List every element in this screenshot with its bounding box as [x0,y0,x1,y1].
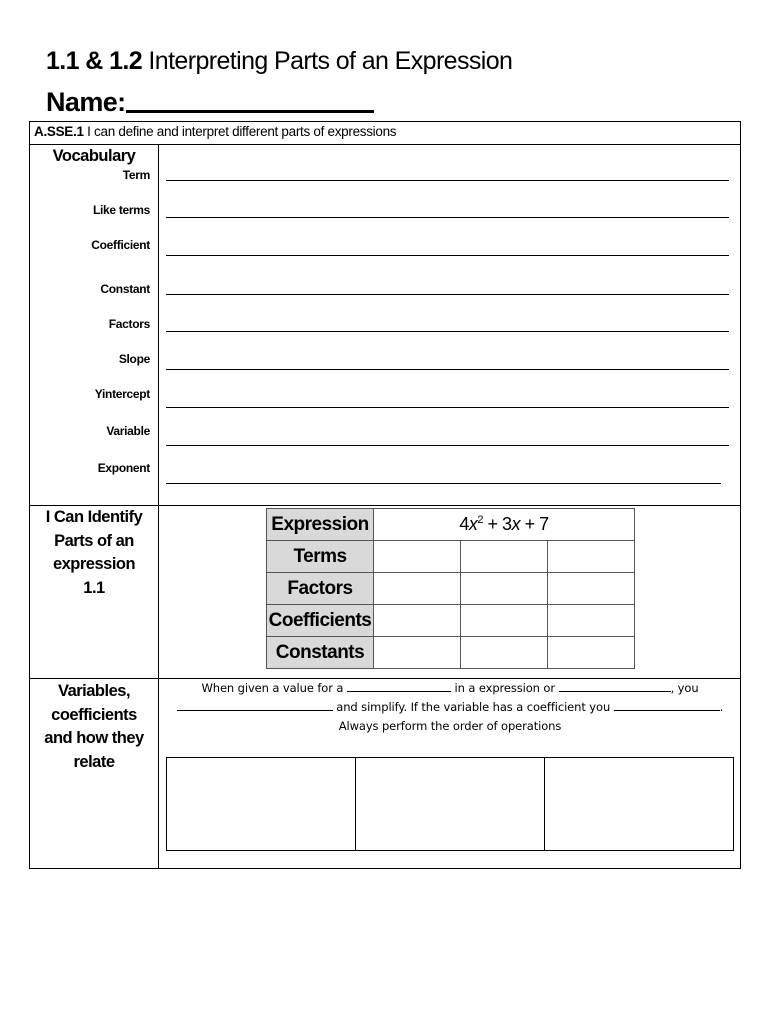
vocab-term-line[interactable] [166,255,729,256]
work-box[interactable] [545,758,733,850]
label-line: I Can Identify [45,508,143,526]
fill-blank[interactable] [177,699,333,711]
table-row [267,509,635,541]
work-box[interactable] [167,758,356,850]
standard-code: A.SSE.1 [34,124,84,139]
work-box[interactable] [356,758,545,850]
para-text: Always perform the order of operations [338,719,562,733]
label-line: 1.1 [83,578,105,597]
expr-part: x [468,514,478,534]
para-text: , you [670,681,699,695]
vocabulary-heading: Vocabulary [52,147,136,165]
vocab-term-label: Slope [118,352,150,366]
name-label: Name: [46,87,126,117]
answer-cell[interactable] [548,605,635,637]
label-line: Parts of an [54,531,134,550]
table-row [267,637,635,669]
answer-cell[interactable] [461,573,548,605]
answer-cell[interactable] [374,573,461,605]
vocab-term-label: Term [122,168,150,182]
vocab-term-line[interactable] [166,369,729,370]
vocab-term-line[interactable] [166,407,729,408]
answer-cell[interactable] [461,637,548,669]
table-row [267,573,635,605]
row-header: Factors [267,573,374,605]
answer-cell[interactable] [374,605,461,637]
worksheet-header [46,44,512,120]
expr-part: x [511,514,521,534]
vocab-term-line[interactable] [166,331,729,332]
expr-part: 2 [477,514,484,526]
page-title [46,44,512,78]
expression-value [374,509,635,541]
row-header: Expression [267,509,374,541]
expr-part: 4 [459,514,469,534]
answer-cell[interactable] [374,541,461,573]
expr-part: + 7 [520,514,549,534]
expression-table [266,508,635,669]
work-boxes [166,757,734,851]
vocab-term-label: Coefficient [91,238,150,252]
answer-cell[interactable] [548,637,635,669]
fill-blank[interactable] [559,680,671,692]
para-text: When given a value for a [201,681,344,695]
vocab-term-label: Yintercept [94,387,150,401]
vocab-term-label: Factors [108,317,150,331]
name-blank[interactable] [126,88,374,113]
name-field [46,84,512,120]
lesson-number: 1.1 & 1.2 [46,47,143,75]
vocab-term-label: Like terms [92,203,150,217]
column-divider [158,145,159,869]
answer-cell[interactable] [461,541,548,573]
label-line: relate [73,752,115,771]
standard-text: I can define and interpret different parts of expressions [87,124,397,139]
instructions-paragraph [164,679,736,736]
para-text: . [719,700,724,714]
standard-row [30,122,740,145]
lesson-title: Interpreting Parts of an Expression [148,47,513,75]
answer-cell[interactable] [548,573,635,605]
label-line: and how they [44,729,144,747]
vocab-term-label: Constant [100,282,150,296]
table-row [267,605,635,637]
vocab-term-label: Variable [106,424,150,438]
vocab-term-line[interactable] [166,294,729,295]
identify-label [30,506,158,600]
label-line: expression [52,555,136,573]
vocab-term-line[interactable] [166,445,729,446]
vocab-term-line[interactable] [166,483,721,484]
table-row [267,541,635,573]
vocab-term-label: Exponent [97,461,150,475]
vocab-term-line[interactable] [166,217,729,218]
variables-label [30,680,158,774]
expr-part: + 3 [483,514,512,534]
vocab-term-line[interactable] [166,180,729,181]
fill-blank[interactable] [614,699,720,711]
fill-blank[interactable] [347,680,451,692]
para-text: and simplify. If the variable has a coefficient you [336,700,611,714]
worksheet-table [29,121,741,869]
label-line: coefficients [51,705,137,724]
answer-cell[interactable] [374,637,461,669]
para-text: in a expression or [454,681,555,695]
row-header: Constants [267,637,374,669]
answer-cell[interactable] [548,541,635,573]
row-header: Terms [267,541,374,573]
answer-cell[interactable] [461,605,548,637]
row-header: Coefficients [267,605,374,637]
label-line: Variables, [57,682,131,700]
